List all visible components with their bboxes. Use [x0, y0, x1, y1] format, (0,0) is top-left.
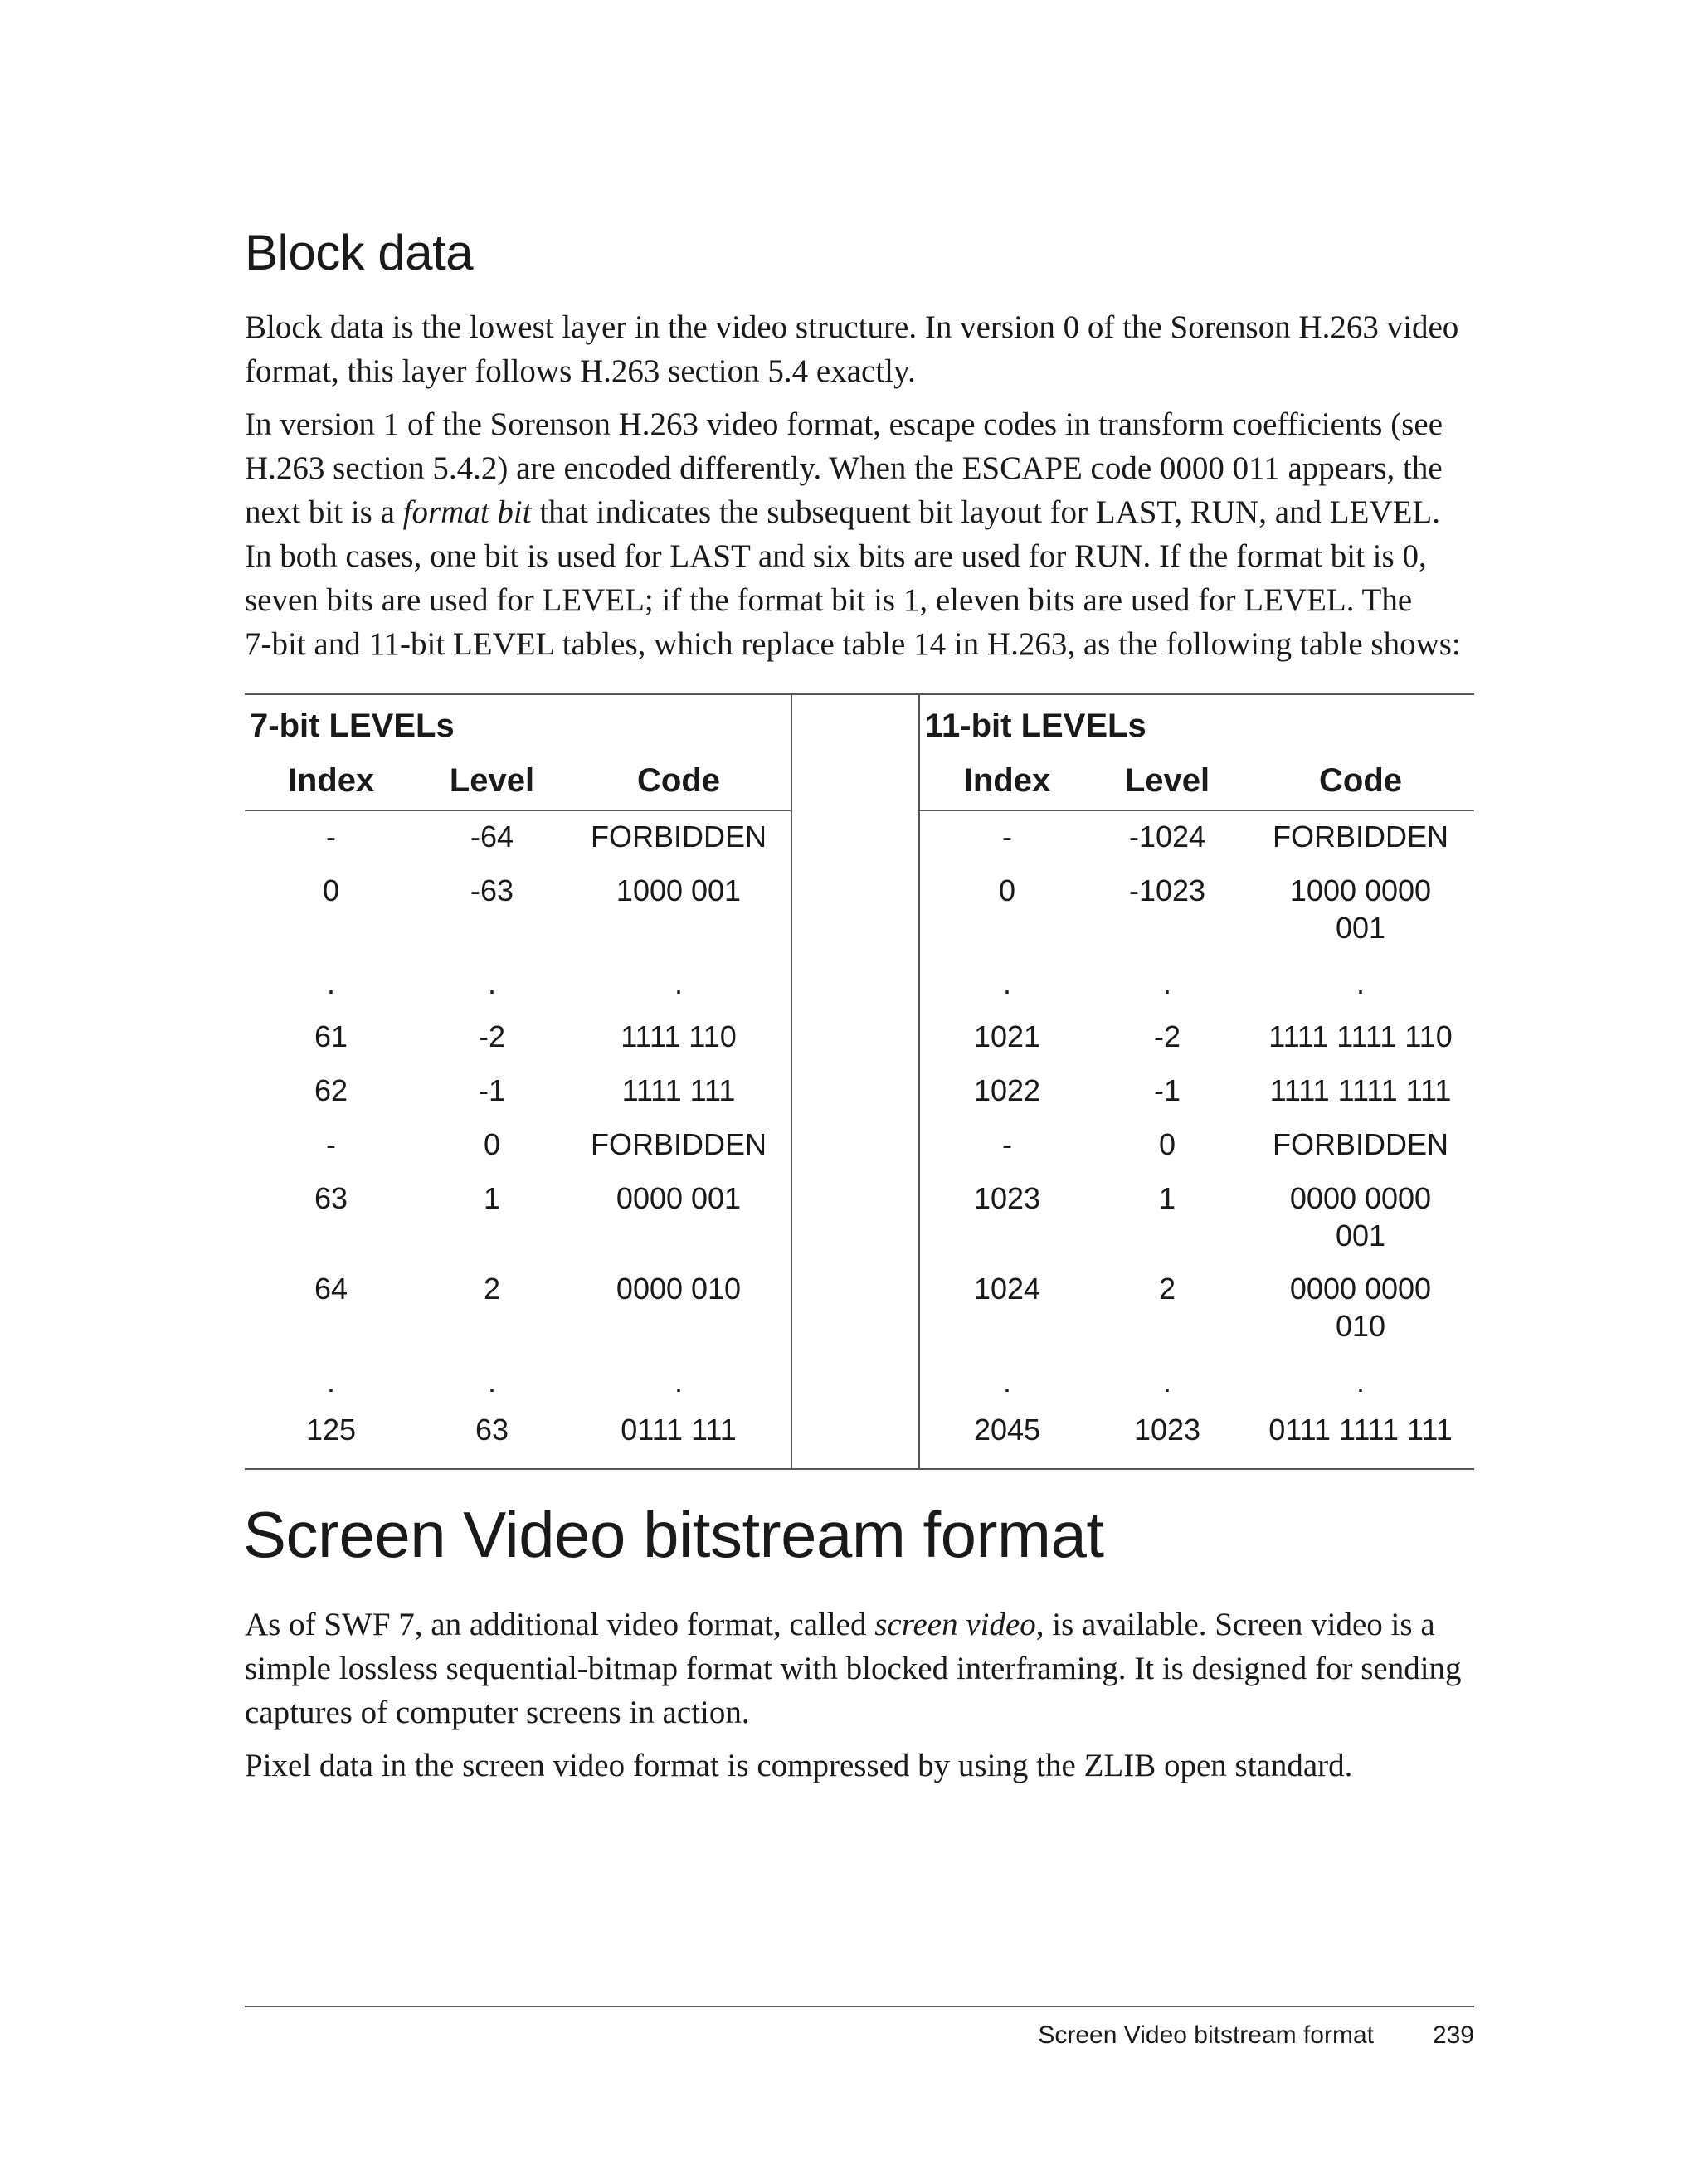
code-11bit-cell: 1111 1111 110	[1268, 1019, 1453, 1053]
code-7bit-cell: 1000 001	[616, 873, 742, 907]
index-11bit-cell: -	[1002, 1127, 1012, 1161]
index-7bit-cell: 125	[305, 1413, 357, 1447]
index-11bit-cell: .	[1002, 966, 1011, 1000]
text-fragment: , is available. Screen video is a	[1035, 1607, 1435, 1642]
block-data-paragraph-1	[245, 305, 1474, 393]
text-line: captures of computer screens in action.	[245, 1695, 750, 1730]
code-7bit-cell: FORBIDDEN	[590, 1127, 767, 1161]
index-7bit-cell: .	[326, 1364, 335, 1398]
text-line: simple lossless sequential-bitmap format with blocked interframing. It is designed for sending	[245, 1651, 1462, 1686]
text-line: Block data is the lowest layer in the video structure. In version 0 of the Sorenson H.263 video	[245, 309, 1459, 345]
text-line: In version 1 of the Sorenson H.263 video format, escape codes in transform coefficients (see	[245, 406, 1443, 442]
level-11bit-cell: 1	[1158, 1181, 1176, 1215]
level-11bit-cell: 0	[1158, 1127, 1176, 1161]
header-rule	[245, 810, 791, 811]
code-7bit-cell: 1111 111	[621, 1073, 736, 1107]
table-divider	[791, 695, 792, 1468]
level-7bit-cell: -1	[478, 1073, 505, 1107]
index-11bit-cell: 0	[998, 873, 1016, 907]
level-7bit-cell: -63	[470, 873, 514, 907]
format-bit-term: format bit	[402, 494, 532, 530]
text-fragment: next bit is a	[245, 494, 403, 530]
code-11bit-cell: .	[1356, 966, 1365, 1000]
text-line	[245, 1603, 1474, 1647]
code-11bit-cell: FORBIDDEN	[1272, 1127, 1448, 1161]
index-11bit-cell: -	[1002, 820, 1012, 854]
block-data-paragraph-2	[245, 402, 1474, 666]
code-11bit-cell: 0000 0000 001	[1289, 1181, 1432, 1253]
column-header-index: Index	[287, 762, 375, 799]
footer-page-number: 239	[1432, 2021, 1474, 2049]
level-11bit-cell: -1	[1153, 1073, 1181, 1107]
code-7bit-cell: 0000 001	[616, 1181, 742, 1215]
header-rule	[918, 810, 1474, 811]
code-11bit-cell: 0000 0000 010	[1289, 1272, 1432, 1343]
level-11bit-cell: .	[1162, 966, 1171, 1000]
index-11bit-cell: 1021	[973, 1019, 1041, 1053]
code-7bit-cell: FORBIDDEN	[590, 820, 767, 854]
index-11bit-cell: .	[1002, 1364, 1011, 1398]
index-11bit-cell: 2045	[973, 1413, 1041, 1447]
column-header-code: Code	[1319, 762, 1402, 799]
code-11bit-cell: 1000 0000 001	[1289, 873, 1432, 945]
text-line: H.263 section 5.4.2) are encoded differently. When the ESCAPE code 0000 011 appears, the	[245, 450, 1443, 486]
level-code-table	[245, 693, 1474, 1470]
11-bit-levels-title: 11-bit LEVELs	[925, 708, 1146, 744]
code-11bit-cell: .	[1356, 1364, 1365, 1398]
index-7bit-cell: 0	[322, 873, 340, 907]
index-11bit-cell: 1024	[973, 1272, 1041, 1306]
index-7bit-cell: 63	[314, 1181, 348, 1215]
index-7bit-cell: -	[326, 1127, 336, 1161]
screen-video-paragraph-2: Pixel data in the screen video format is compressed by using the ZLIB open standard.	[245, 1748, 1353, 1783]
7-bit-levels-title: 7-bit LEVELs	[250, 708, 455, 744]
index-7bit-cell: 64	[314, 1272, 348, 1306]
level-7bit-cell: .	[487, 1364, 496, 1398]
index-7bit-cell: 62	[314, 1073, 348, 1107]
column-header-index: Index	[963, 762, 1051, 799]
column-header-code: Code	[637, 762, 720, 799]
index-7bit-cell: -	[326, 820, 336, 854]
text-line: seven bits are used for LEVEL; if the format bit is 1, eleven bits are used for LEVEL. The	[245, 582, 1413, 618]
level-7bit-cell: .	[487, 966, 496, 1000]
index-11bit-cell: 1022	[973, 1073, 1041, 1107]
index-11bit-cell: 1023	[973, 1181, 1041, 1215]
index-7bit-cell: 61	[314, 1019, 348, 1053]
code-11bit-cell: 1111 1111 111	[1269, 1073, 1452, 1107]
text-fragment: that indicates the subsequent bit layout for LAST, RUN, and LEVEL.	[531, 494, 1440, 530]
code-7bit-cell: 0000 010	[616, 1272, 742, 1306]
screen-video-heading: Screen Video bitstream format	[243, 1498, 1104, 1571]
code-7bit-cell: 1111 110	[621, 1019, 737, 1053]
text-line: In both cases, one bit is used for LAST and six bits are used for RUN. If the format bit is 0,	[245, 538, 1427, 574]
column-header-level: Level	[1124, 762, 1210, 799]
footer-rule	[245, 2006, 1474, 2007]
screen-video-paragraph-1	[245, 1603, 1474, 1734]
level-7bit-cell: -2	[478, 1019, 505, 1053]
text-line: 7-bit and 11-bit LEVEL tables, which replace table 14 in H.263, as the following table shows:	[245, 626, 1461, 662]
screen-video-term: screen video	[874, 1607, 1036, 1642]
level-11bit-cell: -2	[1153, 1019, 1181, 1053]
level-7bit-cell: 0	[483, 1127, 501, 1161]
level-11bit-cell: -1024	[1128, 820, 1206, 854]
block-data-heading: Block data	[245, 225, 474, 280]
level-7bit-cell: 2	[483, 1272, 501, 1306]
level-7bit-cell: -64	[470, 820, 514, 854]
text-fragment: As of SWF 7, an additional video format, called	[245, 1607, 875, 1642]
column-header-level: Level	[449, 762, 535, 799]
code-11bit-cell: 0111 1111 111	[1268, 1413, 1453, 1447]
code-7bit-cell: 0111 111	[621, 1413, 737, 1447]
level-11bit-cell: -1023	[1128, 873, 1206, 907]
level-7bit-cell: 63	[475, 1413, 509, 1447]
level-11bit-cell: 1023	[1133, 1413, 1201, 1447]
index-7bit-cell: .	[326, 966, 335, 1000]
footer-running-title: Screen Video bitstream format	[1038, 2021, 1374, 2049]
code-7bit-cell: .	[674, 1364, 683, 1398]
code-7bit-cell: .	[674, 966, 683, 1000]
level-7bit-cell: 1	[483, 1181, 501, 1215]
code-11bit-cell: FORBIDDEN	[1272, 820, 1448, 854]
text-line: format, this layer follows H.263 section 5.4 exactly.	[245, 353, 916, 389]
level-11bit-cell: .	[1162, 1364, 1171, 1398]
level-11bit-cell: 2	[1158, 1272, 1176, 1306]
text-line	[245, 490, 1474, 534]
